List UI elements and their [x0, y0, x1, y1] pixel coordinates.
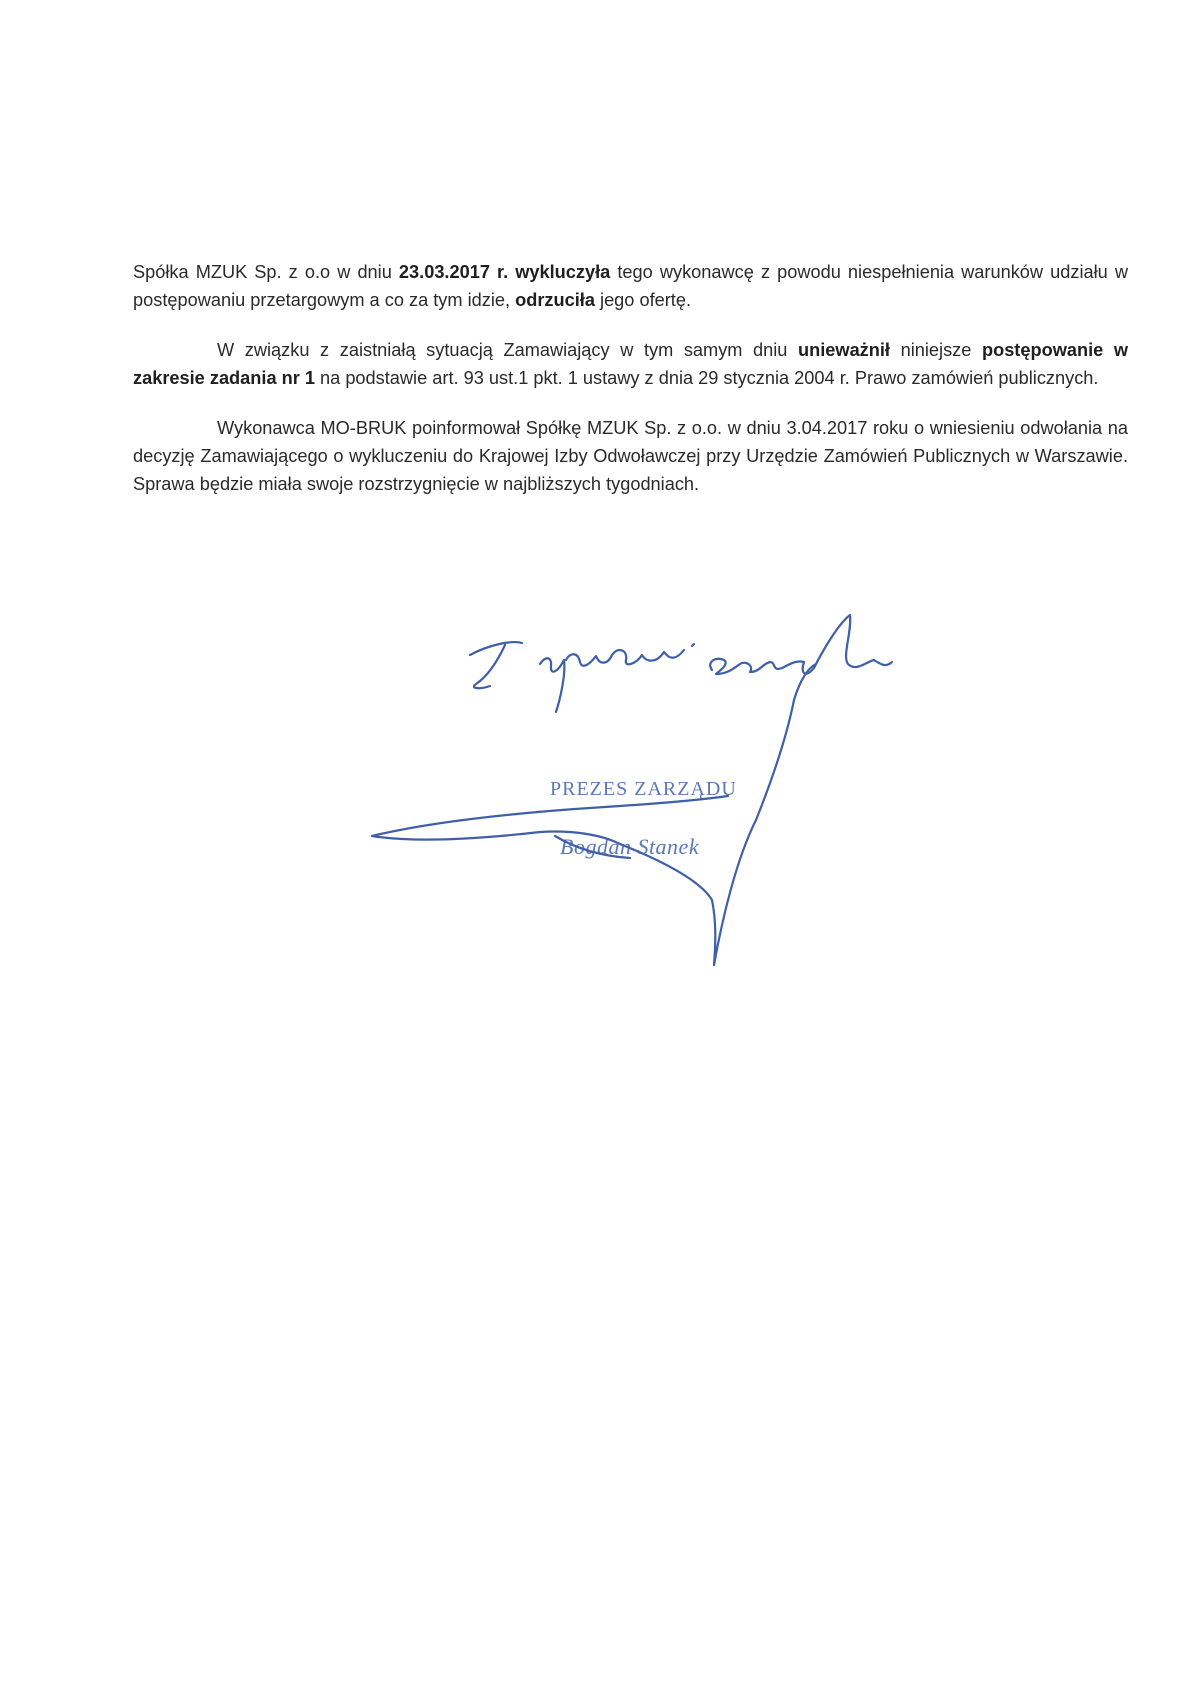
letter-body: [133, 258, 1128, 520]
closing-handwriting: [470, 642, 694, 712]
signature-flourish: [372, 664, 816, 965]
paragraph-cancellation: W związku z zaistniałą sytuacją Zamawiający w tym samym dniu unieważnił niniejsze postępowanie w zakresie zadania nr 1 na podstawie art. 93 ust.1 pkt. 1 ustawy z dnia 29 stycznia 2004 r. Prawo zamówień publicznych.: [133, 340, 1128, 388]
closing-handwriting-2: [710, 615, 892, 674]
paragraph-appeal: Wykonawca MO-BRUK poinformował Spółkę MZUK Sp. z o.o. w dniu 3.04.2017 roku o wniesieniu odwołania na decyzję Zamawiającego o wykluczeniu do Krajowej Izby Odwoławczej przy Urzędzie Zamówień Publicznych w Warszawie. Sprawa będzie miała swoje rozstrzygnięcie w najbliższych tygodniach.: [133, 418, 1128, 494]
stamp-title: PREZES ZARZĄDU: [550, 778, 737, 800]
paragraph-exclusion: Spółka MZUK Sp. z o.o w dniu 23.03.2017 r. wykluczyła tego wykonawcę z powodu niespełnienia warunków udziału w postępowaniu przetargowym a co za tym idzie, odrzuciła jego ofertę.: [133, 262, 1128, 310]
stamp-name: Bogdan Stanek: [560, 834, 700, 859]
